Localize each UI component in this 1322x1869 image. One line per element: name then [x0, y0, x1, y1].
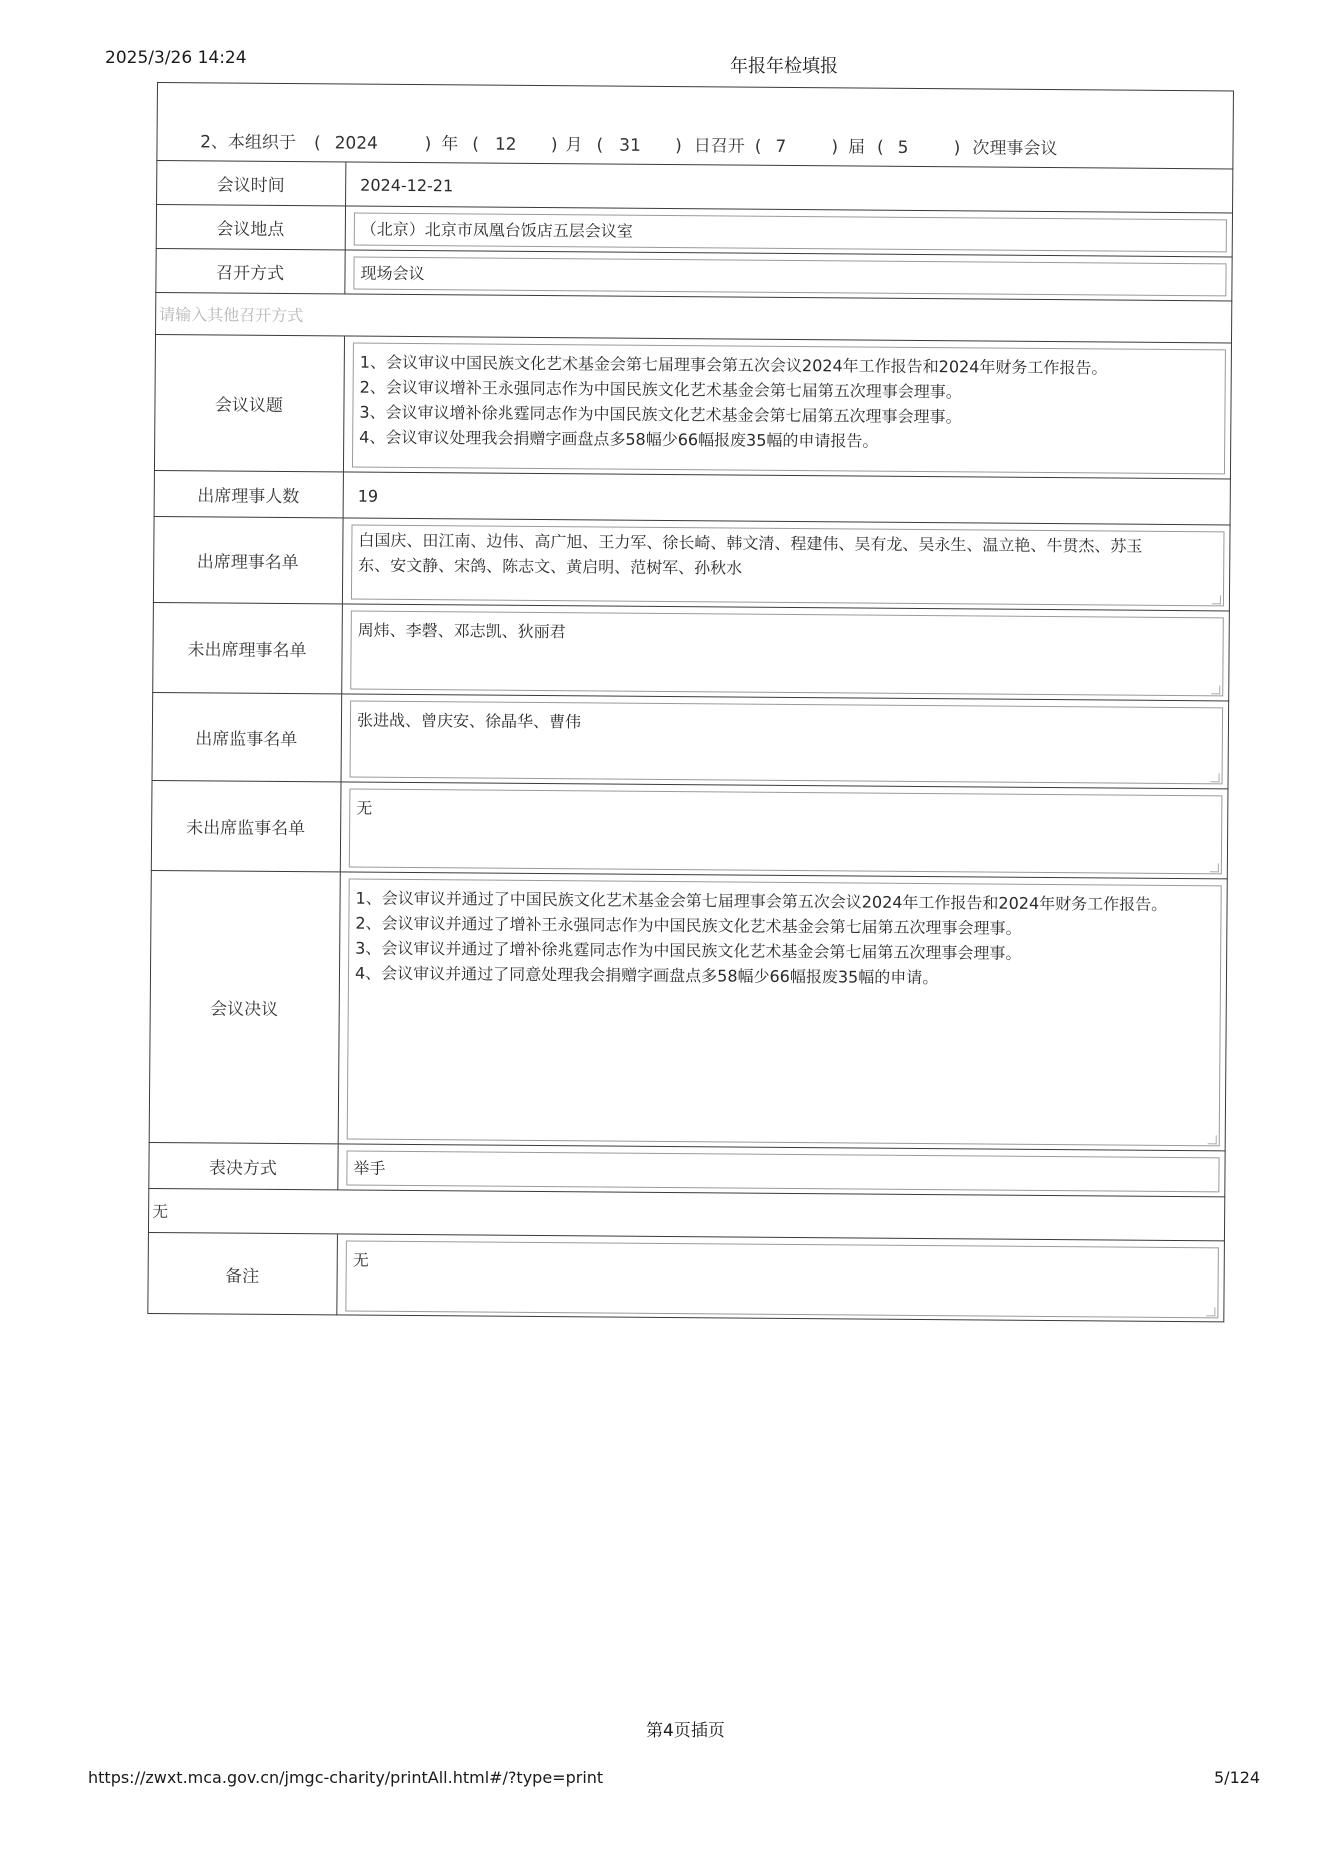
row-absent-names — [152, 602, 1230, 700]
supervisors-present-value: 张进战、曾庆安、徐晶华、曹伟 — [356, 710, 582, 732]
resolutions-textarea[interactable] — [347, 879, 1222, 1147]
meeting-method-select[interactable]: 现场会议 — [353, 257, 1226, 297]
meeting-place-input[interactable]: （北京）北京市凤凰台饭店五层会议室 — [354, 213, 1227, 253]
year-field[interactable]: 2024 — [334, 133, 378, 154]
print-page-count: 5/124 — [1214, 1768, 1261, 1787]
supervisors-absent-textarea[interactable] — [349, 789, 1223, 875]
remarks-textarea[interactable] — [345, 1241, 1219, 1319]
meeting-form — [147, 82, 1234, 1322]
supervisors-present-textarea[interactable] — [350, 701, 1224, 785]
vote-method-select[interactable]: 举手 — [346, 1151, 1219, 1193]
other-method-input[interactable]: 请输入其他召开方式 — [159, 305, 304, 326]
month-field[interactable]: 12 — [494, 134, 517, 155]
resize-handle[interactable] — [1211, 773, 1220, 782]
resolution-item: 4、会议审议并通过了同意处理我会捐赠字画盘点多58幅少66幅报废35幅的申请。 — [354, 963, 939, 988]
resolution-item: 1、会议审议并通过了中国民族文化艺术基金会第七届理事会第五次会议2024年工作报告和2024年财务工作报告。 — [355, 888, 1168, 914]
row-remarks — [147, 1232, 1225, 1322]
row-attend-names — [153, 516, 1231, 610]
resize-handle[interactable] — [1212, 595, 1221, 604]
remarks-value: 无 — [352, 1250, 369, 1270]
intro-suffix: 次理事会议 — [972, 138, 1058, 160]
resolution-item: 3、会议审议并通过了增补徐兆霆同志作为中国民族文化艺术基金会第七届第五次理事会理事。 — [355, 938, 1022, 963]
day-field[interactable]: 31 — [619, 135, 641, 156]
label-vote-method: 表决方式 — [148, 1143, 338, 1189]
label-absent-names: 未出席理事名单 — [152, 603, 343, 693]
intro-prefix: 2、本组织于 — [200, 132, 297, 154]
label-attend-names: 出席理事名单 — [153, 517, 344, 603]
session-unit: 届 — [848, 137, 866, 158]
label-attend-count: 出席理事人数 — [154, 471, 344, 517]
agenda-item: 2、会议审议增补王永强同志作为中国民族文化艺术基金会第七届第五次理事会理事。 — [359, 377, 962, 402]
label-meeting-time: 会议时间 — [156, 161, 346, 205]
attend-names-line: 东、安文静、宋鸽、陈志文、黄启明、范树军、孙秋水 — [358, 555, 743, 578]
absent-names-value: 周炜、李磬、邓志凯、狄丽君 — [357, 620, 566, 642]
row-agenda — [154, 334, 1232, 478]
month-unit: 月 — [565, 135, 583, 156]
attend-names-line: 白国庆、田江南、边伟、高广旭、王力军、徐长崎、韩文清、程建伟、吴有龙、吴永生、温立艳、牛贯杰、苏玉 — [358, 530, 1143, 556]
year-unit: 年 — [441, 134, 459, 155]
resize-handle[interactable] — [1211, 685, 1220, 694]
meeting-time-value[interactable]: 2024-12-21 — [354, 169, 1227, 209]
agenda-item: 3、会议审议增补徐兆霆同志作为中国民族文化艺术基金会第七届第五次理事会理事。 — [359, 402, 962, 427]
agenda-textarea[interactable] — [352, 343, 1226, 475]
label-remarks: 备注 — [147, 1233, 338, 1315]
attend-names-textarea[interactable] — [351, 525, 1225, 607]
day-unit: 日召开 — [693, 136, 745, 157]
resolution-item: 2、会议审议并通过了增补王永强同志作为中国民族文化艺术基金会第七届第五次理事会理事。 — [355, 913, 1022, 938]
resize-handle[interactable] — [1208, 1135, 1217, 1144]
page-number-label: 第4页插页 — [646, 1721, 725, 1741]
row-supervisors-present — [152, 692, 1230, 788]
print-datetime: 2025/3/26 14:24 — [105, 48, 247, 68]
page-title: 年报年检填报 — [730, 56, 838, 77]
label-resolutions: 会议决议 — [149, 871, 341, 1143]
meeting-no-field[interactable]: 5 — [897, 137, 909, 158]
other-vote-value[interactable]: 无 — [152, 1201, 169, 1222]
label-meeting-method: 召开方式 — [155, 249, 345, 293]
attend-count-value[interactable]: 19 — [352, 479, 1225, 521]
supervisors-absent-value: 无 — [356, 798, 373, 818]
row-resolutions — [149, 870, 1228, 1150]
label-supervisors-present: 出席监事名单 — [152, 693, 343, 781]
label-meeting-place: 会议地点 — [156, 205, 346, 249]
meeting-intro: 2、本组织于 ( 2024 ) 年 ( 12 ) 月 ( 31 ) 日召开 ( 7 ) 届 ( 5 ) 次理事会议 — [178, 107, 1057, 179]
resize-handle[interactable] — [1206, 1307, 1215, 1316]
row-supervisors-absent — [151, 780, 1229, 878]
label-agenda: 会议议题 — [154, 335, 345, 471]
resize-handle[interactable] — [1210, 863, 1219, 872]
agenda-item: 1、会议审议中国民族文化艺术基金会第七届理事会第五次会议2024年工作报告和2024年财务工作报告。 — [359, 352, 1108, 378]
absent-names-textarea[interactable] — [350, 611, 1224, 697]
print-url: https://zwxt.mca.gov.cn/jmgc-charity/printAll.html#/?type=print — [88, 1768, 604, 1787]
session-field[interactable]: 7 — [775, 136, 787, 157]
agenda-item: 4、会议审议处理我会捐赠字画盘点多58幅少66幅报废35幅的申请报告。 — [359, 427, 879, 451]
label-supervisors-absent: 未出席监事名单 — [151, 781, 342, 871]
